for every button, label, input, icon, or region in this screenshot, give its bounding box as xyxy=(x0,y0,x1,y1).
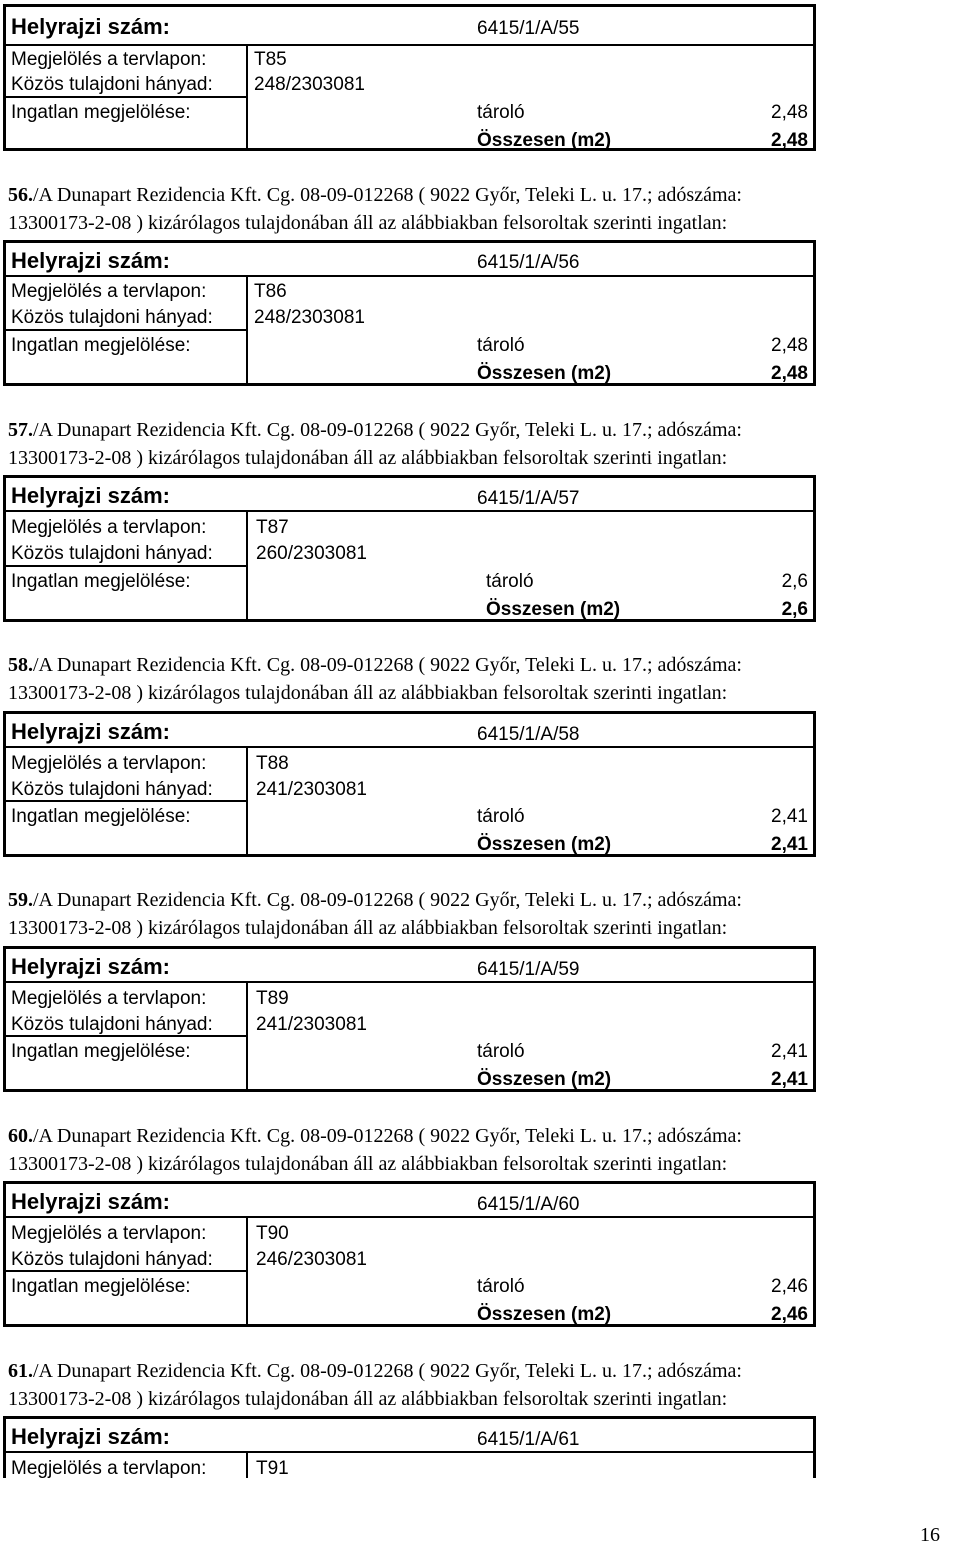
property-table xyxy=(3,240,816,386)
hrsz-value: 6415/1/A/61 xyxy=(477,1429,580,1450)
paragraph-line-1: /A Dunapart Rezidencia Kft. Cg. 08-09-012268 ( 9022 Győr, Teleki L. u. 17.; adószáma: xyxy=(33,1125,742,1147)
item-number: 60. xyxy=(8,1125,33,1147)
ingatlan-area: 2,41 xyxy=(771,1041,808,1062)
ingatlan-type: tároló xyxy=(477,806,525,827)
hanyad-value: 248/2303081 xyxy=(254,307,365,328)
ingatlan-label: Ingatlan megjelölése: xyxy=(11,571,191,592)
property-table xyxy=(3,1416,816,1478)
tervlap-value: T88 xyxy=(256,753,289,774)
osszesen-label: Összesen (m2) xyxy=(477,1304,612,1325)
table-divider xyxy=(246,277,248,383)
tervlap-value: T85 xyxy=(254,49,287,70)
item-number: 57. xyxy=(8,419,33,441)
osszesen-label: Összesen (m2) xyxy=(477,834,612,855)
ingatlan-area: 2,48 xyxy=(771,102,808,123)
osszesen-label: Összesen (m2) xyxy=(477,363,612,384)
table-divider xyxy=(246,46,248,148)
osszesen-value: 2,41 xyxy=(771,1069,808,1090)
osszesen-label: Összesen (m2) xyxy=(477,130,612,151)
tervlap-label: Megjelölés a tervlapon: xyxy=(11,1223,207,1244)
property-table xyxy=(3,711,816,857)
item-number: 61. xyxy=(8,1360,33,1382)
osszesen-label: Összesen (m2) xyxy=(486,599,621,620)
table-rule xyxy=(6,44,813,46)
hanyad-value: 241/2303081 xyxy=(256,1014,367,1035)
paragraph-line-2: 13300173-2-08 ) kizárólagos tulajdonában áll az alábbiakban felsoroltak szerinti ingatlan: xyxy=(8,1153,728,1175)
hrsz-label: Helyrajzi szám: xyxy=(11,719,170,744)
hrsz-label: Helyrajzi szám: xyxy=(11,954,170,979)
table-rule xyxy=(6,96,246,98)
table-divider xyxy=(246,748,248,854)
ingatlan-area: 2,48 xyxy=(771,335,808,356)
ingatlan-area: 2,46 xyxy=(771,1276,808,1297)
ingatlan-label: Ingatlan megjelölése: xyxy=(11,102,191,123)
hanyad-value: 248/2303081 xyxy=(254,74,365,95)
hrsz-value: 6415/1/A/60 xyxy=(477,1194,580,1215)
paragraph-line-2: 13300173-2-08 ) kizárólagos tulajdonában áll az alábbiakban felsoroltak szerinti ingatlan: xyxy=(8,447,728,469)
hrsz-label: Helyrajzi szám: xyxy=(11,248,170,273)
tervlap-value: T86 xyxy=(254,281,287,302)
ingatlan-label: Ingatlan megjelölése: xyxy=(11,1041,191,1062)
hrsz-label: Helyrajzi szám: xyxy=(11,14,170,39)
tervlap-label: Megjelölés a tervlapon: xyxy=(11,988,207,1009)
ingatlan-label: Ingatlan megjelölése: xyxy=(11,335,191,356)
table-divider xyxy=(246,1218,248,1324)
ingatlan-type: tároló xyxy=(477,1276,525,1297)
property-table xyxy=(3,946,816,1092)
osszesen-value: 2,46 xyxy=(771,1304,808,1325)
item-number: 59. xyxy=(8,889,33,911)
tervlap-value: T90 xyxy=(256,1223,289,1244)
hrsz-value: 6415/1/A/59 xyxy=(477,959,580,980)
table-divider xyxy=(246,1453,248,1478)
paragraph-line-1: /A Dunapart Rezidencia Kft. Cg. 08-09-012268 ( 9022 Győr, Teleki L. u. 17.; adószáma: xyxy=(33,184,742,206)
hanyad-value: 241/2303081 xyxy=(256,779,367,800)
ingatlan-area: 2,6 xyxy=(781,571,808,592)
ownership-paragraph xyxy=(8,886,948,942)
item-number: 58. xyxy=(8,654,33,676)
osszesen-value: 2,48 xyxy=(771,130,808,151)
tervlap-value: T89 xyxy=(256,988,289,1009)
table-rule xyxy=(6,275,813,277)
tervlap-value: T87 xyxy=(256,517,289,538)
hanyad-label: Közös tulajdoni hányad: xyxy=(11,779,213,800)
hrsz-value: 6415/1/A/56 xyxy=(477,252,580,273)
ownership-paragraph xyxy=(8,181,948,237)
tervlap-value: T91 xyxy=(256,1458,289,1479)
hanyad-value: 260/2303081 xyxy=(256,543,367,564)
paragraph-line-1: /A Dunapart Rezidencia Kft. Cg. 08-09-012268 ( 9022 Győr, Teleki L. u. 17.; adószáma: xyxy=(33,1360,742,1382)
table-rule xyxy=(6,1216,813,1218)
property-table xyxy=(3,1181,816,1327)
ingatlan-label: Ingatlan megjelölése: xyxy=(11,806,191,827)
table-rule xyxy=(6,981,813,983)
item-number: 56. xyxy=(8,184,33,206)
osszesen-label: Összesen (m2) xyxy=(477,1069,612,1090)
hanyad-label: Közös tulajdoni hányad: xyxy=(11,307,213,328)
hrsz-label: Helyrajzi szám: xyxy=(11,1424,170,1449)
table-divider xyxy=(246,983,248,1089)
table-rule xyxy=(6,565,246,567)
paragraph-line-1: /A Dunapart Rezidencia Kft. Cg. 08-09-012268 ( 9022 Győr, Teleki L. u. 17.; adószáma: xyxy=(33,889,742,911)
table-rule xyxy=(6,329,246,331)
osszesen-value: 2,41 xyxy=(771,834,808,855)
hanyad-label: Közös tulajdoni hányad: xyxy=(11,1014,213,1035)
ownership-paragraph xyxy=(8,1357,948,1413)
tervlap-label: Megjelölés a tervlapon: xyxy=(11,1458,207,1479)
table-rule xyxy=(6,510,813,512)
paragraph-line-2: 13300173-2-08 ) kizárólagos tulajdonában áll az alábbiakban felsoroltak szerinti ingatlan: xyxy=(8,212,728,234)
table-rule xyxy=(6,1451,813,1453)
property-table xyxy=(3,4,816,151)
osszesen-value: 2,6 xyxy=(781,599,808,620)
ownership-paragraph xyxy=(8,651,948,707)
paragraph-line-2: 13300173-2-08 ) kizárólagos tulajdonában áll az alábbiakban felsoroltak szerinti ingatlan: xyxy=(8,917,728,939)
hanyad-label: Közös tulajdoni hányad: xyxy=(11,74,213,95)
ownership-paragraph xyxy=(8,1122,948,1178)
ingatlan-label: Ingatlan megjelölése: xyxy=(11,1276,191,1297)
hrsz-label: Helyrajzi szám: xyxy=(11,1189,170,1214)
paragraph-line-2: 13300173-2-08 ) kizárólagos tulajdonában áll az alábbiakban felsoroltak szerinti ingatlan: xyxy=(8,1388,728,1410)
hanyad-label: Közös tulajdoni hányad: xyxy=(11,543,213,564)
hrsz-label: Helyrajzi szám: xyxy=(11,483,170,508)
tervlap-label: Megjelölés a tervlapon: xyxy=(11,517,207,538)
hanyad-label: Közös tulajdoni hányad: xyxy=(11,1249,213,1270)
ingatlan-type: tároló xyxy=(486,571,534,592)
property-table xyxy=(3,475,816,622)
paragraph-line-1: /A Dunapart Rezidencia Kft. Cg. 08-09-012268 ( 9022 Győr, Teleki L. u. 17.; adószáma: xyxy=(33,419,742,441)
ingatlan-type: tároló xyxy=(477,335,525,356)
tervlap-label: Megjelölés a tervlapon: xyxy=(11,49,207,70)
tervlap-label: Megjelölés a tervlapon: xyxy=(11,281,207,302)
osszesen-value: 2,48 xyxy=(771,363,808,384)
ownership-paragraph xyxy=(8,416,948,472)
ingatlan-type: tároló xyxy=(477,1041,525,1062)
hrsz-value: 6415/1/A/57 xyxy=(477,488,580,509)
ingatlan-type: tároló xyxy=(477,102,525,123)
page-number: 16 xyxy=(920,1524,940,1546)
paragraph-line-2: 13300173-2-08 ) kizárólagos tulajdonában áll az alábbiakban felsoroltak szerinti ingatlan: xyxy=(8,682,728,704)
hrsz-value: 6415/1/A/58 xyxy=(477,724,580,745)
hanyad-value: 246/2303081 xyxy=(256,1249,367,1270)
tervlap-label: Megjelölés a tervlapon: xyxy=(11,753,207,774)
table-divider xyxy=(246,512,248,619)
paragraph-line-1: /A Dunapart Rezidencia Kft. Cg. 08-09-012268 ( 9022 Győr, Teleki L. u. 17.; adószáma: xyxy=(33,654,742,676)
hrsz-value: 6415/1/A/55 xyxy=(477,18,580,39)
table-rule xyxy=(6,746,813,748)
ingatlan-area: 2,41 xyxy=(771,806,808,827)
